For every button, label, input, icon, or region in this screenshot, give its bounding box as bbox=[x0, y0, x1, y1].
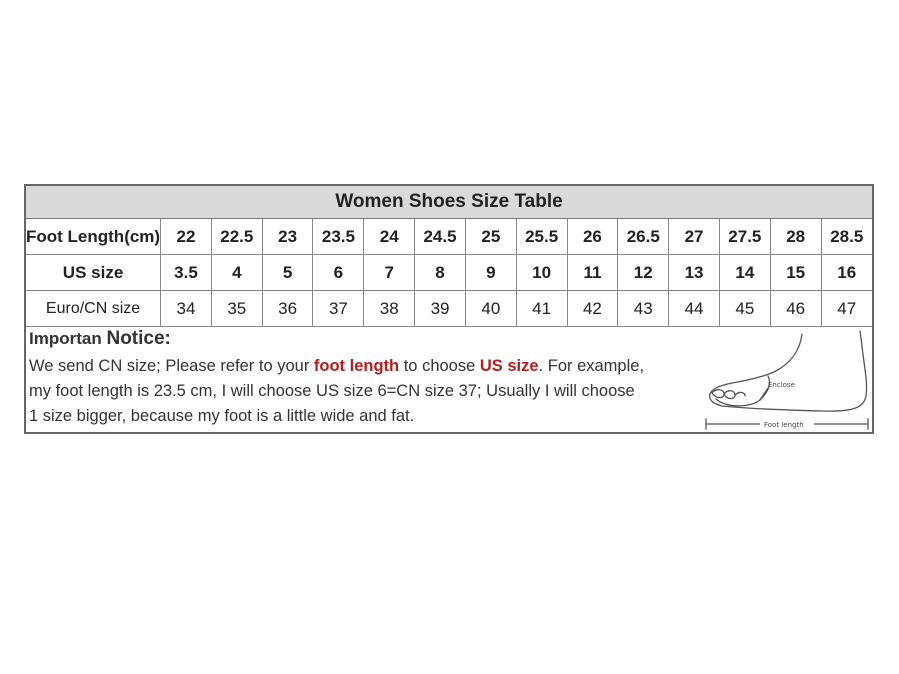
measure-pointer bbox=[760, 388, 768, 400]
size-cell: 11 bbox=[567, 255, 618, 291]
notice-body bbox=[29, 354, 719, 429]
notice-line-3: 1 size bigger, because my foot is a little wide and fat. bbox=[29, 407, 415, 425]
size-cell: 10 bbox=[516, 255, 567, 291]
size-cell: 43 bbox=[618, 291, 669, 327]
size-cell: 15 bbox=[770, 255, 821, 291]
foot-outline bbox=[710, 331, 867, 411]
size-cell: 38 bbox=[364, 291, 415, 327]
size-cell: 3.5 bbox=[161, 255, 212, 291]
size-cell: 27 bbox=[669, 219, 720, 255]
size-cell: 7 bbox=[364, 255, 415, 291]
size-cell: 26 bbox=[567, 219, 618, 255]
size-cell: 37 bbox=[313, 291, 364, 327]
size-cell: 13 bbox=[669, 255, 720, 291]
size-cell: 9 bbox=[465, 255, 516, 291]
notice-text: We send CN size; Please refer to your bbox=[29, 357, 314, 375]
euro-cn-size-row bbox=[26, 291, 872, 327]
foot-measure-illustration bbox=[702, 326, 872, 432]
size-cell: 36 bbox=[262, 291, 313, 327]
notice-title-prefix: Importan bbox=[29, 329, 102, 348]
row-label: US size bbox=[26, 255, 161, 291]
size-cell: 35 bbox=[211, 291, 262, 327]
notice-text: to choose bbox=[399, 357, 480, 375]
size-cell: 42 bbox=[567, 291, 618, 327]
size-cell: 45 bbox=[719, 291, 770, 327]
size-cell: 27.5 bbox=[719, 219, 770, 255]
toe-3 bbox=[735, 392, 745, 396]
size-cell: 25 bbox=[465, 219, 516, 255]
toe-2 bbox=[724, 391, 735, 399]
foot-length-highlight: foot length bbox=[313, 357, 400, 375]
foot-length-label: Foot length bbox=[764, 421, 804, 429]
size-chart bbox=[24, 184, 874, 434]
notice-title-word: Notice: bbox=[106, 328, 171, 349]
size-cell: 12 bbox=[618, 255, 669, 291]
size-cell: 23 bbox=[262, 219, 313, 255]
size-cell: 28 bbox=[770, 219, 821, 255]
table-title: Women Shoes Size Table bbox=[26, 186, 872, 219]
notice-section bbox=[29, 329, 719, 429]
size-cell: 26.5 bbox=[618, 219, 669, 255]
notice-line-1 bbox=[29, 354, 719, 379]
size-cell: 39 bbox=[415, 291, 466, 327]
size-cell: 47 bbox=[821, 291, 872, 327]
size-cell: 5 bbox=[262, 255, 313, 291]
notice-text: . For example, bbox=[538, 357, 645, 375]
foot-length-row bbox=[26, 219, 872, 255]
size-cell: 6 bbox=[313, 255, 364, 291]
size-cell: 14 bbox=[719, 255, 770, 291]
row-label: Foot Length(cm) bbox=[26, 219, 161, 255]
size-cell: 16 bbox=[821, 255, 872, 291]
size-cell: 44 bbox=[669, 291, 720, 327]
row-label: Euro/CN size bbox=[26, 291, 161, 327]
size-cell: 22 bbox=[161, 219, 212, 255]
us-size-highlight: US size bbox=[479, 357, 539, 375]
size-table bbox=[26, 219, 872, 327]
size-cell: 41 bbox=[516, 291, 567, 327]
us-size-row bbox=[26, 255, 872, 291]
notice-title bbox=[29, 329, 719, 349]
size-cell: 8 bbox=[415, 255, 466, 291]
size-cell: 24.5 bbox=[415, 219, 466, 255]
size-cell: 46 bbox=[770, 291, 821, 327]
size-cell: 40 bbox=[465, 291, 516, 327]
size-cell: 4 bbox=[211, 255, 262, 291]
size-cell: 34 bbox=[161, 291, 212, 327]
toe-1 bbox=[712, 390, 724, 398]
size-cell: 25.5 bbox=[516, 219, 567, 255]
size-cell: 22.5 bbox=[211, 219, 262, 255]
size-cell: 23.5 bbox=[313, 219, 364, 255]
enclose-label: Enclose bbox=[768, 381, 795, 389]
size-cell: 24 bbox=[364, 219, 415, 255]
notice-line-2: my foot length is 23.5 cm, I will choose US size 6=CN size 37; Usually I will choose bbox=[29, 382, 635, 400]
size-cell: 28.5 bbox=[821, 219, 872, 255]
